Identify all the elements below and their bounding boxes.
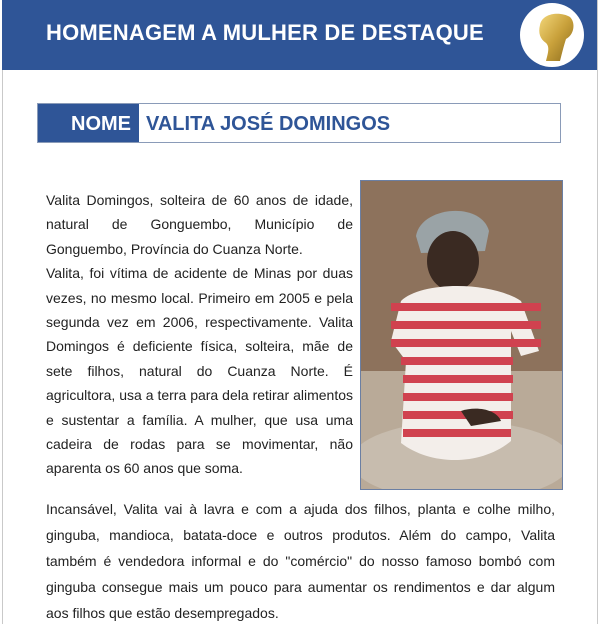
name-value: VALITA JOSÉ DOMINGOS: [146, 113, 391, 135]
name-box: [37, 103, 561, 143]
paragraph: Valita Domingos, solteira de 60 anos de idade, natural de Gonguembo, Município de Gonguembo, Província do Cuanza Norte.: [46, 192, 353, 257]
paragraph: Incansável, Valita vai à lavra e com a ajuda dos filhos, planta e colhe milho, ginguba, mandioca, batata-doce e outros produtos. Além do campo, Valita também é vendedora informal e do "comércio" do nosso famoso bombó com ginguba consegue mais um pouco para aumentar os rendimentos e dar algum aos filhos que estão desempregados.: [46, 501, 555, 621]
name-label: NOME: [38, 104, 139, 142]
closing-text: [46, 496, 555, 626]
paragraph: Valita, foi vítima de acidente de Minas por duas vezes, no mesmo local. Primeiro em 2005 e pela segunda vez em 2006, respectivamente. Valita Domingos é deficiente física, solteira, mãe de sete filhos, natural do Cuanza Norte. É agricultora, usa a terra para dela retirar alimentos e sustentar a família. A mulher, que usa uma cadeira de rodas para se movimentar, não aparenta os 60 anos que soma.: [46, 265, 353, 477]
header-banner: [2, 0, 597, 70]
intro-text: [46, 188, 353, 481]
portrait-photo: [360, 180, 563, 490]
logo-icon: [520, 3, 584, 67]
page-title: HOMENAGEM A MULHER DE DESTAQUE: [46, 20, 484, 45]
